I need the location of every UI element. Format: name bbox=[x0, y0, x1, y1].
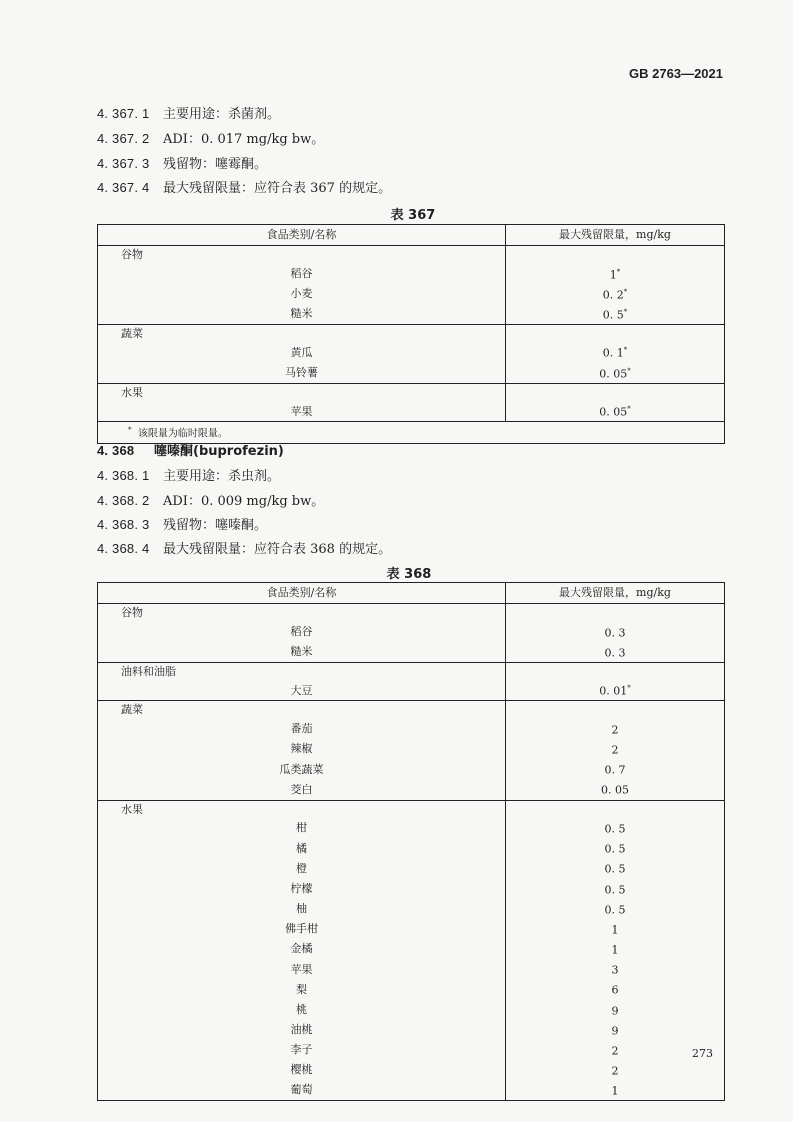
group-name: 谷物 bbox=[121, 606, 143, 619]
mrl-value: 0. 3 bbox=[506, 642, 725, 663]
clause-number: 4. 368. 1 bbox=[97, 468, 150, 483]
clause-text: 残留物：噻霉酮。 bbox=[163, 157, 268, 172]
group-row-cereals bbox=[98, 604, 725, 622]
mrl-value: 1 bbox=[506, 919, 725, 939]
group-name: 水果 bbox=[98, 800, 506, 818]
mrl-value: 0. 05* bbox=[506, 401, 725, 422]
mrl-value: 0. 2* bbox=[506, 284, 725, 304]
table-row bbox=[98, 401, 725, 422]
column-header-mrl: 最大残留限量，mg/kg bbox=[506, 225, 725, 246]
food-name: 苹果 bbox=[290, 962, 313, 976]
section-title: 噻嗪酮(buprofezin) bbox=[154, 444, 284, 459]
table-row bbox=[98, 264, 725, 284]
mrl-value: 0. 5 bbox=[506, 879, 725, 899]
table-row bbox=[98, 739, 725, 759]
clause-text: 最大残留限量：应符合表 368 的规定。 bbox=[163, 542, 392, 557]
table-368 bbox=[97, 582, 725, 1101]
mrl-value: 9 bbox=[506, 1020, 725, 1040]
group-row-fruits bbox=[98, 800, 725, 818]
mrl-value: 2 bbox=[506, 719, 725, 739]
food-name: 稻谷 bbox=[290, 266, 313, 280]
table-row bbox=[98, 1040, 725, 1060]
table-row bbox=[98, 342, 725, 362]
table-row bbox=[98, 979, 725, 999]
table-368-title: 表 368 bbox=[386, 567, 432, 582]
mrl-value: 9 bbox=[506, 1000, 725, 1020]
table-row bbox=[98, 899, 725, 919]
food-name: 橘 bbox=[296, 841, 307, 855]
mrl-value: 0. 5 bbox=[506, 858, 725, 878]
column-header-food: 食品类别/名称 bbox=[98, 583, 506, 604]
food-name: 苹果 bbox=[290, 404, 313, 418]
food-name: 糙米 bbox=[290, 307, 313, 321]
mrl-value: 0. 5 bbox=[506, 838, 725, 858]
clause-number: 4. 367. 4 bbox=[97, 180, 150, 195]
table-row bbox=[98, 1080, 725, 1101]
mrl-value: 1 bbox=[506, 1080, 725, 1101]
clause-number: 4. 367. 3 bbox=[97, 156, 150, 171]
clause-number: 4. 367. 1 bbox=[97, 106, 150, 121]
table-row bbox=[98, 838, 725, 858]
standard-number: GB 2763—2021 bbox=[629, 66, 723, 81]
food-name: 桃 bbox=[296, 1002, 307, 1016]
clause-number: 4. 368. 3 bbox=[97, 517, 150, 532]
food-name: 大豆 bbox=[290, 683, 313, 697]
food-name: 油桃 bbox=[290, 1022, 313, 1036]
page-number: 273 bbox=[692, 1047, 713, 1060]
clause-4-367-4 bbox=[97, 177, 391, 196]
table-row bbox=[98, 818, 725, 838]
mrl-value: 3 bbox=[506, 959, 725, 979]
table-row bbox=[98, 759, 725, 779]
table-row bbox=[98, 363, 725, 384]
mrl-value: 2 bbox=[506, 739, 725, 759]
food-name: 糙米 bbox=[290, 644, 313, 658]
food-name: 樱桃 bbox=[290, 1063, 313, 1077]
group-row-fruits bbox=[98, 383, 725, 401]
clause-text: 主要用途：杀菌剂。 bbox=[163, 107, 281, 122]
clause-text: 主要用途：杀虫剂。 bbox=[163, 469, 281, 484]
group-name: 蔬菜 bbox=[98, 701, 506, 719]
table-row bbox=[98, 959, 725, 979]
table-row bbox=[98, 879, 725, 899]
food-name: 佛手柑 bbox=[285, 922, 318, 936]
table-row bbox=[98, 1060, 725, 1080]
food-name: 瓜类蔬菜 bbox=[279, 762, 324, 776]
clause-4-367-1 bbox=[97, 103, 280, 122]
food-name: 黄瓜 bbox=[290, 345, 313, 359]
clause-number: 4. 368. 2 bbox=[97, 493, 150, 508]
food-name: 辣椒 bbox=[290, 742, 313, 756]
mrl-value: 0. 5 bbox=[506, 899, 725, 919]
clause-4-368-1 bbox=[97, 465, 280, 484]
group-row-vegetables bbox=[98, 324, 725, 342]
footnote-text: 该限量为临时限量。 bbox=[137, 428, 228, 440]
food-name: 葡萄 bbox=[290, 1083, 313, 1097]
group-name: 水果 bbox=[98, 383, 506, 401]
food-name: 番茄 bbox=[290, 722, 313, 736]
mrl-value: 0. 05 bbox=[506, 779, 725, 800]
clause-4-368-3 bbox=[97, 514, 267, 533]
table-row bbox=[98, 858, 725, 878]
column-header-food: 食品类别/名称 bbox=[98, 225, 506, 246]
clause-text: 残留物：噻嗪酮。 bbox=[163, 518, 268, 533]
footnote-mark: * bbox=[128, 426, 132, 435]
table-367 bbox=[97, 224, 725, 444]
food-name: 茭白 bbox=[290, 782, 313, 796]
table-row bbox=[98, 779, 725, 800]
mrl-value: 0. 7 bbox=[506, 759, 725, 779]
mrl-value: 0. 5* bbox=[506, 304, 725, 325]
clause-text: ADI：0. 009 mg/kg bw。 bbox=[163, 494, 325, 509]
group-name: 谷物 bbox=[121, 248, 143, 261]
mrl-value: 0. 01* bbox=[506, 680, 725, 701]
clause-number: 4. 367. 2 bbox=[97, 131, 150, 146]
food-name: 柑 bbox=[296, 821, 307, 835]
mrl-value: 0. 5 bbox=[506, 818, 725, 838]
clause-text: 最大残留限量：应符合表 367 的规定。 bbox=[163, 181, 392, 196]
mrl-value: 0. 3 bbox=[506, 622, 725, 642]
group-row-oilseeds bbox=[98, 662, 725, 680]
group-name: 油料和油脂 bbox=[98, 662, 506, 680]
table-row bbox=[98, 680, 725, 701]
mrl-value: 2 bbox=[506, 1040, 725, 1060]
table-row bbox=[98, 622, 725, 642]
table-row bbox=[98, 939, 725, 959]
section-heading-4-368 bbox=[97, 440, 284, 459]
clause-number: 4. 368. 4 bbox=[97, 541, 150, 556]
mrl-value: 6 bbox=[506, 979, 725, 999]
table-row bbox=[98, 304, 725, 325]
clause-4-367-2 bbox=[97, 128, 324, 147]
table-367-title: 表 367 bbox=[390, 208, 436, 223]
clause-4-368-4 bbox=[97, 538, 391, 557]
table-row bbox=[98, 719, 725, 739]
section-number: 4. 368 bbox=[97, 443, 135, 458]
table-row bbox=[98, 1000, 725, 1020]
food-name: 橙 bbox=[296, 861, 307, 875]
mrl-value: 2 bbox=[506, 1060, 725, 1080]
table-row bbox=[98, 284, 725, 304]
food-name: 稻谷 bbox=[290, 624, 313, 638]
food-name: 李子 bbox=[290, 1043, 313, 1057]
food-name: 梨 bbox=[296, 982, 307, 996]
food-name: 马铃薯 bbox=[285, 365, 318, 379]
group-name: 蔬菜 bbox=[98, 324, 506, 342]
food-name: 柚 bbox=[296, 902, 307, 916]
table-row bbox=[98, 919, 725, 939]
clause-text: ADI：0. 017 mg/kg bw。 bbox=[163, 132, 325, 147]
mrl-value: 1* bbox=[506, 264, 725, 284]
clause-4-367-3 bbox=[97, 153, 267, 172]
mrl-value: 1 bbox=[506, 939, 725, 959]
food-name: 柠檬 bbox=[290, 881, 313, 895]
mrl-value: 0. 05* bbox=[506, 363, 725, 384]
group-row-vegetables bbox=[98, 701, 725, 719]
clause-4-368-2 bbox=[97, 490, 324, 509]
column-header-mrl: 最大残留限量，mg/kg bbox=[506, 583, 725, 604]
food-name: 金橘 bbox=[290, 942, 313, 956]
group-row-cereals bbox=[98, 246, 725, 264]
table-row bbox=[98, 1020, 725, 1040]
mrl-value: 0. 1* bbox=[506, 342, 725, 362]
table-row bbox=[98, 642, 725, 663]
food-name: 小麦 bbox=[290, 286, 313, 300]
